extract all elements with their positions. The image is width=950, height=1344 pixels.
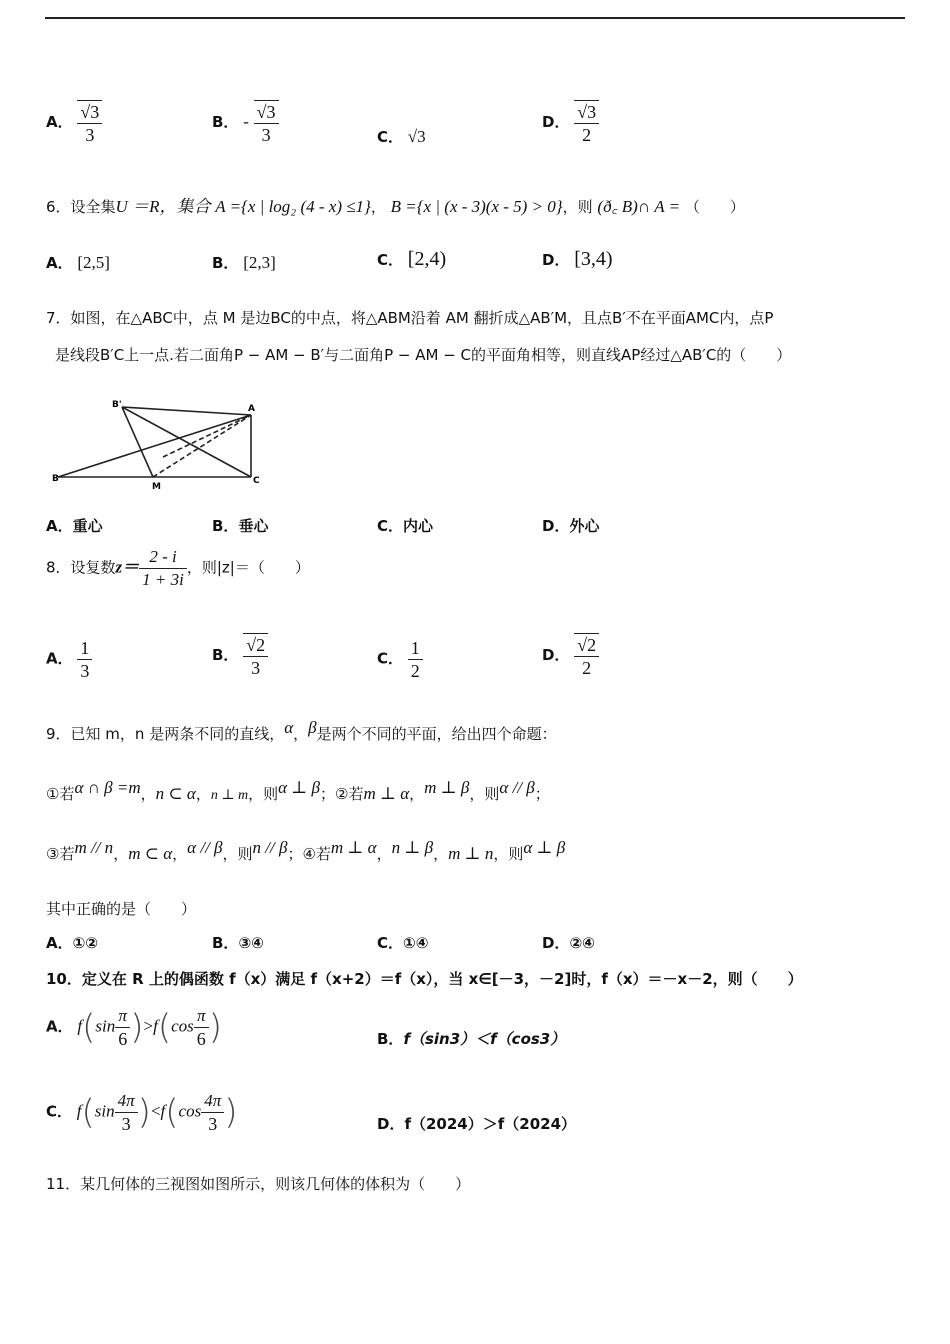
edge-b1m (122, 407, 153, 477)
q8-option-b[interactable]: B． $\frac{√2}{3}$ (212, 633, 268, 679)
q7-figure (48, 395, 273, 495)
label-m: M (152, 482, 161, 492)
q11-stem: 11．某几何体的三视图如图所示，则该几何体的体积为（ ） (46, 1175, 471, 1193)
q6-option-c[interactable]: C． [2,4) (377, 248, 447, 270)
q7-option-b[interactable]: B．垂心 (212, 517, 269, 535)
q9-option-b[interactable]: B．③④ (212, 934, 264, 952)
q6-stem: 6．设全集U ＝R，集合 A ={x | log₂ (4 - x) ≤1}， B ={x | (x - 3)(x - 5) > 0}，则 (ð꜀ B)∩ A = （ ） (46, 197, 745, 216)
q9-option-c[interactable]: C．①④ (377, 934, 429, 952)
label-b: B (52, 474, 59, 484)
q10-option-d[interactable]: D．f（2024）＞f（2024） (377, 1115, 577, 1133)
q6-option-d[interactable]: D． [3,4) (542, 248, 613, 270)
q10-stem: 10．定义在 R 上的偶函数 f（x）满足 f（x+2）＝f（x），当 x∈[－3，－2]时，f（x）＝－x－2，则（ ） (46, 970, 803, 988)
label-a: A (248, 404, 255, 414)
label-c: C (253, 476, 260, 486)
fraction: $\frac{2 - i}{1 + 3i}$ (139, 546, 187, 591)
option-value: √3 (407, 127, 426, 146)
q8-option-a[interactable]: A． $\frac{1}{3}$ (46, 637, 92, 682)
q9-proposition-1-2: ①若$^{\alpha \cap \beta =m}$，n ⊂ α，n ⊥ m，则$^{\alpha \perp \beta}$；②若m ⊥ α，$^{m \perp \beta}$，则$^{\alpha // \beta}$； (46, 778, 550, 803)
q7-option-d[interactable]: D．外心 (542, 517, 600, 535)
q8-stem: 8．设复数z＝ $\frac{2 - i}{1 + 3i}$ ，则|z|＝（ ） (46, 547, 310, 589)
q7-stem-line1: 7．如图，在△ABC中，点 M 是边BC的中点，将△ABM沿着 AM 翻折成△AB′M，且点B′不在平面AMC内，点P (46, 309, 774, 327)
q5-option-b[interactable]: B． - $\frac{√3}{3}$ (212, 100, 279, 146)
fraction: $\frac{√3}{2}$ (574, 100, 599, 146)
q9-question: 其中正确的是（ ） (46, 900, 197, 918)
q8-option-c[interactable]: C． $\frac{1}{2}$ (377, 637, 423, 682)
q7-option-a[interactable]: A．重心 (46, 517, 103, 535)
edge-am (153, 415, 251, 477)
q5-option-c[interactable] (377, 126, 426, 147)
option-label: B． (212, 113, 239, 131)
q9-proposition-3-4: ③若$^{m // n}$，m ⊂ α，$^{\alpha // \beta}$，则$^{n // \beta}$；④若$^{m \perp \alpha}$，$^{n \perp \beta}$，m ⊥ n，则$^{\alpha \perp \beta}$ (46, 838, 566, 863)
option-label: A． (46, 113, 73, 131)
option-label: C． (377, 128, 404, 146)
q6-option-b[interactable]: B． [2,3] (212, 253, 276, 272)
top-rule (45, 17, 905, 19)
q10-option-a[interactable]: A． f(sin $\frac{\pi}{6}$ )>f(cos $\frac{\pi}{6}$ ) (46, 1006, 223, 1049)
q9-option-a[interactable]: A．①② (46, 934, 99, 952)
q8-option-d[interactable]: D． $\frac{√2}{2}$ (542, 633, 599, 679)
option-label: D． (542, 113, 570, 131)
q5-option-a[interactable] (46, 100, 102, 146)
fraction: $\frac{√3}{3}$ (254, 100, 279, 146)
q7-option-c[interactable]: C．内心 (377, 517, 434, 535)
q5-option-d[interactable] (542, 100, 599, 146)
q9-stem: 9．已知 m，n 是两条不同的直线，$^\alpha$，$^\beta$是两个不同的平面，给出四个命题： (46, 718, 557, 743)
q7-stem-line2: 是线段B′C上一点.若二面角P − AM − B′与二面角P − AM − C的平面角相等，则直线AP经过△AB′C的（ ） (55, 346, 792, 364)
q10-option-c[interactable]: C． f(sin $\frac{4\pi}{3}$ )<f(cos $\frac{4\pi}{3}$ ) (46, 1091, 238, 1134)
edge-b1c (122, 407, 251, 477)
q6-option-a[interactable]: A． [2,5] (46, 253, 110, 272)
q10-option-b[interactable]: B．f（sin3）＜f（cos3） (377, 1030, 566, 1048)
q9-option-d[interactable]: D．②④ (542, 934, 595, 952)
edge-b1a (122, 407, 251, 415)
fraction: $\frac{√3}{3}$ (77, 100, 102, 146)
label-b-prime: B' (112, 400, 122, 410)
